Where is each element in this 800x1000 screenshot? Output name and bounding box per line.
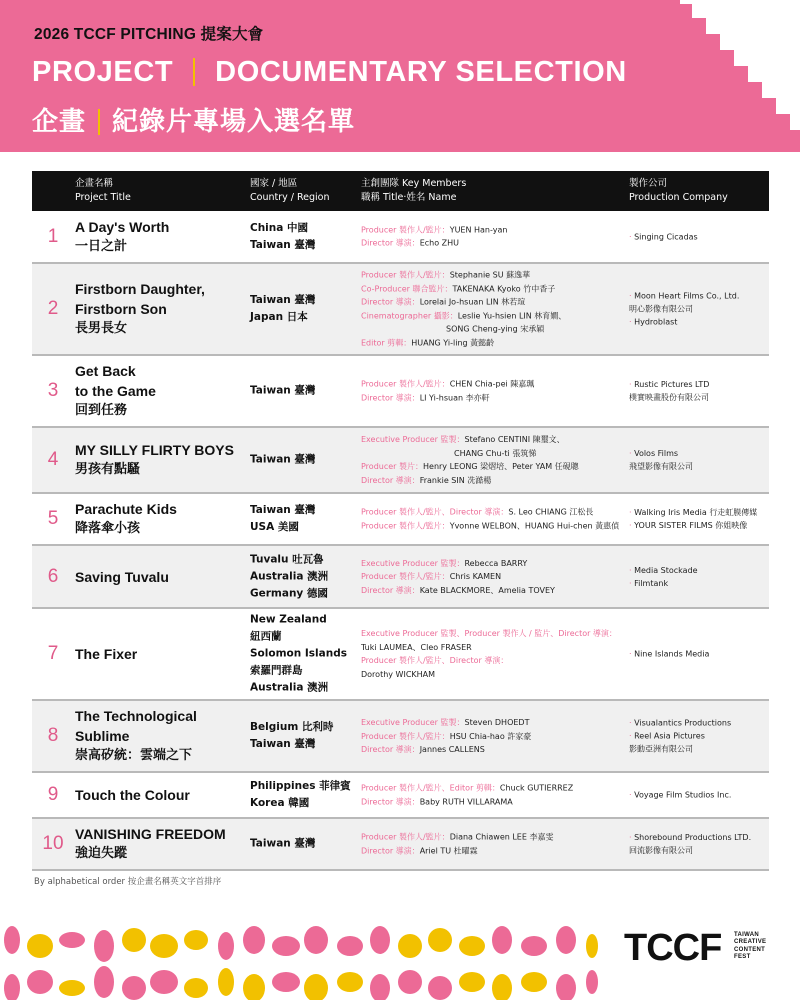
member-name: SONG Cheng-ying 宋承穎: [446, 324, 545, 334]
table-row: [32, 211, 769, 264]
key-members-cell: [361, 269, 626, 350]
project-title-line: Get Back: [75, 363, 136, 379]
project-title-line: Saving Tuvalu: [75, 568, 169, 585]
header-key-members: [361, 177, 466, 205]
project-title-line: to the Game: [75, 383, 156, 399]
member-role: Producer 製作人/監片：: [361, 225, 450, 234]
member-line: [361, 309, 626, 323]
project-title-line: 回到任務: [75, 403, 128, 418]
member-line: [361, 782, 626, 796]
member-line: [361, 323, 626, 337]
decor-dot: [459, 972, 485, 992]
project-title: [75, 499, 245, 539]
member-name: Lorelai Jo-hsuan LIN 林若瑄: [419, 297, 526, 307]
project-title-line: 強迫失蹤: [75, 846, 128, 861]
member-name: YUEN Han-yan: [449, 225, 508, 234]
decor-dot: [122, 976, 146, 1000]
member-line: [361, 460, 626, 474]
header-production-company: [629, 177, 728, 205]
member-role: Executive Producer 監製、Producer 製作人 / 監片、Director 導演：: [361, 629, 617, 638]
project-title-line: Parachute Kids: [75, 501, 177, 517]
member-line: [361, 519, 626, 533]
row-number: 10: [42, 833, 64, 854]
member-name: Leslie Yu-hsien LIN 林育嫺、: [457, 311, 567, 320]
decor-dot: [459, 936, 485, 956]
country-line: Tuvalu 吐瓦魯: [250, 553, 324, 565]
member-role: Producer 製作人/監片：: [361, 731, 450, 741]
project-title: [75, 217, 245, 257]
country-line: Germany 德國: [250, 587, 328, 599]
member-line: [361, 729, 626, 743]
production-company-cell: [629, 789, 769, 802]
decor-dot: [94, 966, 114, 998]
header-country: [250, 177, 330, 205]
project-title-line: 降落傘小孩: [75, 521, 141, 536]
member-line: [361, 447, 626, 461]
member-line: [361, 433, 626, 447]
country-line: Belgium 比利時: [250, 721, 334, 733]
decor-dot: [398, 970, 422, 994]
member-role: Producer 製作人/監片：: [361, 832, 450, 842]
header-label: Production Company: [629, 192, 728, 203]
project-title-line: A Day's Worth: [75, 218, 170, 235]
member-name: Kate BLACKMORE、Amelia TOVEY: [419, 585, 555, 595]
decor-dot: [184, 930, 208, 950]
project-title-line: MY SILLY FLIRTY BOYS: [75, 442, 234, 458]
key-members-cell: [361, 506, 626, 533]
production-company-cell: [629, 717, 769, 756]
member-name: HUANG Yi-ling 黃懿齡: [411, 338, 495, 347]
member-role: Producer 製作人/監片：: [361, 571, 450, 581]
member-line: [361, 831, 626, 845]
title-en-right: DOCUMENTARY SELECTION: [215, 56, 627, 88]
header-label: Country / Region: [250, 192, 330, 203]
logo-sub-line: CREATIVE: [734, 939, 767, 946]
member-role: Producer 製作人/監片、Director 導演：: [361, 507, 509, 517]
member-name: Baby RUTH VILLARAMA: [419, 797, 513, 806]
project-title: [75, 824, 245, 864]
country-line: Korea 韓國: [250, 797, 310, 809]
member-role: Director 導演：: [361, 744, 420, 754]
decor-dot: [150, 970, 178, 994]
decor-dot: [586, 934, 598, 958]
member-role: Editor 剪輯：: [361, 338, 412, 347]
row-number: 4: [47, 449, 59, 470]
member-role: Director 導演：: [361, 475, 420, 485]
member-name: HSU Chia-hao 許家豪: [449, 731, 532, 741]
table-row: [32, 356, 769, 428]
table-row: [32, 701, 769, 773]
member-line: [361, 474, 626, 488]
project-title-line: 一日之計: [75, 238, 128, 254]
member-role: Producer 製作人/監片：: [361, 521, 450, 530]
project-title: [75, 785, 245, 805]
decor-dot: [492, 974, 512, 1000]
country-cell: [250, 452, 362, 469]
member-line: [361, 378, 626, 392]
country-cell: [250, 292, 362, 326]
page-title-zh: [32, 101, 355, 138]
member-role: Executive Producer 監製：: [361, 435, 465, 444]
decor-dot: [556, 926, 576, 954]
key-members-cell: [361, 627, 626, 681]
member-name: LI Yi-hsuan 李亦軒: [419, 393, 490, 402]
project-title-line: The Fixer: [75, 646, 138, 662]
decor-dot: [337, 936, 363, 956]
table-row: [32, 546, 769, 609]
project-title: [75, 279, 245, 339]
key-members-cell: [361, 433, 626, 487]
member-role: Director 導演：: [361, 297, 420, 307]
member-name: Ariel TU 杜曜霖: [419, 846, 478, 855]
member-name: Dorothy WICKHAM: [361, 669, 436, 679]
member-name: Jannes CALLENS: [419, 744, 485, 754]
member-line: [361, 237, 626, 251]
country-cell: [250, 719, 362, 753]
member-line: [361, 743, 626, 757]
member-name: CHEN Chia-pei 陳嘉珮: [449, 379, 535, 389]
country-line: Japan 日本: [250, 311, 308, 323]
company-line: ‧ Media Stockade: [629, 565, 698, 575]
member-role: Producer 製作人/監片、Editor 剪輯：: [361, 783, 500, 793]
header-label: 製作公司: [629, 178, 668, 189]
country-line: Australia 澳洲: [250, 681, 329, 694]
company-line: ‧ Visualantics Productions: [629, 718, 732, 728]
project-title-line: Firstborn Son: [75, 301, 167, 317]
member-line: [361, 795, 626, 809]
member-line: [361, 641, 626, 655]
company-line: 樸實映畫股份有限公司: [629, 393, 709, 402]
decor-dot: [428, 976, 452, 1000]
selection-table: [32, 171, 769, 871]
key-members-cell: [361, 782, 626, 809]
country-line: New Zealand: [250, 613, 327, 626]
row-number: 2: [47, 298, 59, 319]
country-line: Taiwan 臺灣: [250, 738, 316, 750]
project-title: [75, 567, 245, 587]
decor-dot: [272, 972, 300, 992]
table-body: [32, 211, 769, 871]
project-title: [75, 706, 245, 766]
decor-dot: [370, 974, 390, 1000]
country-line: China 中國: [250, 221, 308, 234]
logo-sub-line: TAIWAN: [734, 932, 760, 938]
key-members-cell: [361, 556, 626, 597]
header-label: 主創團隊 Key Members: [361, 178, 467, 189]
country-line: Taiwan 臺灣: [250, 837, 316, 850]
company-line: ‧ Shorebound Productions LTD.: [629, 833, 752, 842]
member-role: Director 導演：: [361, 797, 420, 806]
country-cell: [250, 836, 362, 853]
member-role: Producer 製作人/監片、Director 導演：: [361, 656, 509, 665]
dot-pattern-decoration: [0, 924, 600, 1000]
member-line: [361, 296, 626, 310]
member-role: Producer 製作人/監片：: [361, 379, 450, 389]
company-line: ‧ Hydroblast: [629, 317, 678, 327]
decor-dot: [4, 926, 20, 954]
production-company-cell: [629, 564, 769, 590]
company-line: ‧ Filmtank: [629, 578, 669, 588]
table-row: [32, 609, 769, 701]
production-company-cell: [629, 831, 769, 857]
decor-dot: [492, 926, 512, 954]
row-number: 6: [47, 565, 59, 587]
member-name: Steven DHOEDT: [464, 717, 530, 727]
country-line: Taiwan 臺灣: [250, 504, 316, 516]
member-line: [361, 336, 626, 350]
title-zh-left: 企畫: [32, 107, 87, 137]
country-line: Taiwan 臺灣: [250, 294, 316, 306]
company-line: 飛望影像有限公司: [629, 462, 693, 471]
decor-dot: [59, 980, 85, 996]
country-cell: [250, 778, 362, 812]
table-row: [32, 264, 769, 356]
member-line: [361, 583, 626, 597]
production-company-cell: [629, 230, 769, 243]
member-line: [361, 223, 626, 237]
member-name: Chuck GUTIERREZ: [499, 783, 574, 793]
decor-dot: [521, 972, 547, 992]
decor-dot: [521, 936, 547, 956]
project-title-line: Sublime: [75, 728, 130, 744]
project-title-line: 男孩有點騷: [75, 462, 141, 477]
footnote: By alphabetical order 按企畫名稱英文字首排序: [34, 877, 222, 887]
key-members-cell: [361, 831, 626, 858]
project-title-line: VANISHING FREEDOM: [75, 826, 226, 842]
header-banner: [0, 0, 800, 152]
company-line: 明心影像有限公司: [629, 304, 693, 314]
member-role: Co-Producer 聯合監片：: [361, 284, 453, 293]
decor-dot: [337, 972, 363, 992]
production-company-cell: [629, 447, 769, 473]
member-line: [361, 391, 626, 405]
production-company-cell: [629, 378, 769, 404]
tccf-logo: [624, 928, 774, 972]
key-members-cell: [361, 716, 626, 757]
row-number: 3: [47, 380, 59, 401]
decor-dot: [243, 926, 265, 954]
row-number: 9: [47, 784, 59, 805]
row-number: 5: [47, 508, 59, 529]
logo-subtitle: [734, 932, 766, 962]
company-line: ‧ YOUR SISTER FILMS 你姐映像: [629, 521, 748, 530]
company-line: ‧ Singing Cicadas: [629, 232, 698, 241]
member-role: Producer 製片：: [361, 462, 423, 471]
member-role: Producer 製作人/監片：: [361, 270, 450, 280]
table-row: [32, 494, 769, 546]
member-role: Director 導演：: [361, 393, 420, 402]
member-line: [361, 716, 626, 730]
company-line: ‧ Rustic Pictures LTD: [629, 380, 710, 389]
logo-sub-line: FEST: [734, 954, 751, 961]
member-role: Cinematographer 攝影：: [361, 311, 458, 320]
member-name: Chris KAMEN: [449, 571, 502, 581]
country-line: Philippines 菲律賓: [250, 780, 351, 792]
page-title-en: [32, 56, 627, 89]
row-number: 1: [47, 225, 59, 247]
country-cell: [250, 383, 362, 400]
title-en-left: PROJECT: [32, 56, 174, 88]
table-row: [32, 819, 769, 871]
project-title: [75, 644, 245, 664]
member-name: Stefano CENTINI 陳璽文、: [464, 435, 565, 444]
table-row: [32, 773, 769, 819]
country-cell: [250, 551, 362, 602]
member-name: Echo ZHU: [419, 238, 459, 248]
member-role: Director 導演：: [361, 585, 420, 595]
member-name: Frankie SIN 冼澔楊: [419, 475, 492, 485]
project-title-line: The Technological: [75, 708, 197, 724]
member-line: [361, 506, 626, 520]
table-row: [32, 428, 769, 494]
project-title-line: 長男長女: [75, 321, 128, 336]
company-line: 影動亞洲有限公司: [629, 744, 693, 754]
member-name: Rebecca BARRY: [464, 558, 528, 568]
title-zh-right: 紀錄片專場入選名單: [112, 107, 356, 137]
decor-dot: [27, 934, 53, 958]
company-line: ‧ Moon Heart Films Co., Ltd.: [629, 291, 740, 301]
production-company-cell: [629, 290, 769, 329]
company-line: ‧ Reel Asia Pictures: [629, 731, 705, 741]
decor-dot: [184, 978, 208, 998]
row-number: 7: [47, 643, 59, 664]
country-cell: [250, 612, 362, 697]
member-role: Executive Producer 監製：: [361, 717, 465, 727]
member-name: Diana Chiawen LEE 李嘉雯: [449, 832, 554, 842]
member-line: [361, 269, 626, 283]
decor-dot: [218, 932, 234, 960]
country-line: USA 美國: [250, 521, 299, 533]
country-line: Solomon Islands: [250, 647, 347, 660]
header-project-title: [75, 177, 131, 205]
decor-dot: [370, 926, 390, 954]
decor-dot: [218, 968, 234, 996]
project-title-line: Firstborn Daughter,: [75, 281, 205, 297]
member-name: Yvonne WELBON、HUANG Hui-chen 黃惠偵: [449, 521, 620, 530]
production-company-cell: [629, 648, 769, 661]
decor-dot: [27, 970, 53, 994]
member-line: [361, 570, 626, 584]
decor-dot: [243, 974, 265, 1000]
member-line: [361, 627, 626, 641]
header-label: 職稱 Title‧姓名 Name: [361, 192, 457, 203]
company-line: ‧ Volos Films: [629, 449, 679, 458]
decor-dot: [150, 934, 178, 958]
project-title: [75, 440, 245, 480]
row-number: 8: [47, 725, 59, 746]
member-role: Executive Producer 監製：: [361, 558, 465, 568]
decor-dot: [94, 930, 114, 962]
key-members-cell: [361, 378, 626, 405]
member-line: [361, 282, 626, 296]
logo-sub-line: CONTENT: [734, 946, 766, 953]
logo-wordmark: TCCF: [624, 927, 722, 969]
table-header: [32, 171, 769, 211]
country-line: Australia 澳洲: [250, 570, 329, 582]
member-line: [361, 668, 626, 682]
member-line: [361, 654, 626, 668]
member-role: Director 導演：: [361, 846, 420, 855]
production-company-cell: [629, 506, 769, 532]
member-name: Henry LEONG 梁熠培、Peter YAM 任硯聰: [423, 462, 579, 471]
decor-dot: [428, 928, 452, 952]
project-title-line: 崇高矽統：雲端之下: [75, 748, 193, 763]
company-line: ‧ Nine Islands Media: [629, 649, 710, 659]
decor-dot: [272, 936, 300, 956]
decor-dot: [59, 932, 85, 948]
country-line: Taiwan 臺灣: [250, 453, 316, 466]
country-line: Taiwan 臺灣: [250, 238, 316, 251]
decor-dot: [586, 970, 598, 994]
member-line: [361, 844, 626, 858]
company-line: ‧ Walking Iris Media 行走虹膜傳媒: [629, 508, 758, 517]
company-line: 回流影像有限公司: [629, 846, 693, 855]
title-separator: [98, 109, 100, 135]
key-members-cell: [361, 223, 626, 250]
country-line: 紐西蘭: [250, 630, 282, 643]
decor-dot: [556, 974, 576, 1000]
decor-dot: [304, 974, 328, 1000]
member-name: TAKENAKA Kyoko 竹中香子: [452, 284, 556, 293]
header-label: 企畫名稱: [75, 178, 114, 189]
header-label: 國家 / 地區: [250, 178, 298, 189]
member-name: Tuki LAUMEA、Cleo FRASER: [361, 642, 472, 652]
title-separator: [193, 58, 195, 86]
decor-dot: [398, 934, 422, 958]
member-role: Director 導演：: [361, 238, 420, 248]
country-cell: [250, 220, 362, 254]
decor-dot: [122, 928, 146, 952]
company-line: ‧ Voyage Film Studios Inc.: [629, 790, 732, 800]
country-line: Taiwan 臺灣: [250, 384, 316, 397]
country-cell: [250, 502, 362, 536]
country-line: 索羅門群島: [250, 664, 303, 677]
event-overline: 2026 TCCF PITCHING 提案大會: [34, 26, 264, 43]
member-name: S. Leo CHIANG 江松長: [508, 507, 594, 517]
project-title-line: Touch the Colour: [75, 787, 190, 803]
member-line: [361, 556, 626, 570]
decor-dot: [304, 926, 328, 954]
header-label: Project Title: [75, 192, 131, 203]
project-title: [75, 361, 245, 421]
member-name: CHANG Chu-ti 張筑悌: [454, 448, 537, 458]
decor-dot: [4, 974, 20, 1000]
member-name: Stephanie SU 蘇逸華: [449, 270, 531, 280]
